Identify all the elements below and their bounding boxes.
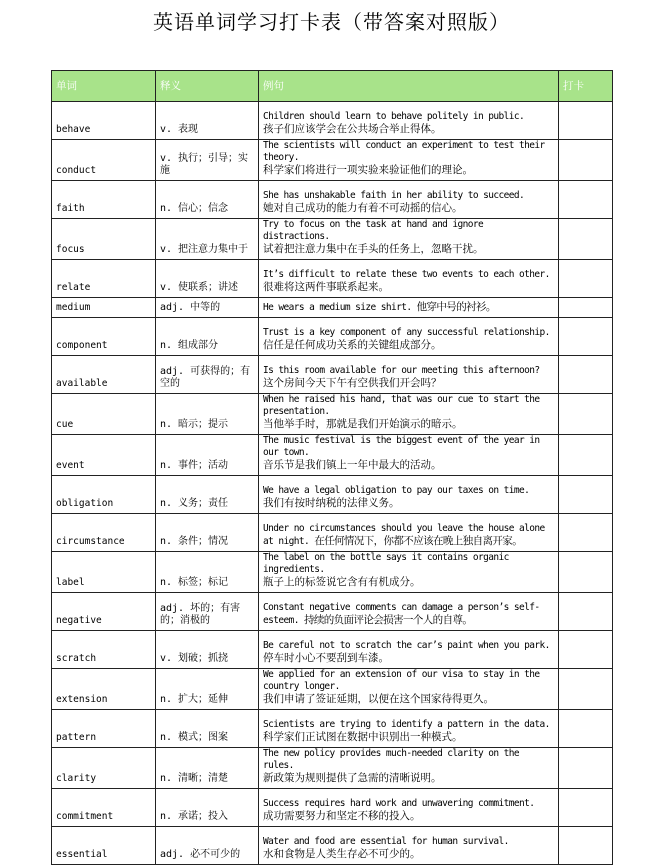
checkin-cell[interactable] [559,356,613,394]
example-zh: 成功需要努力和坚定不移的投入。 [263,810,421,822]
table-row [52,710,613,748]
table-row [52,669,613,710]
example-cell [259,318,559,356]
example-en: The label on the bottle says it contains organic ingredients. [263,552,509,575]
example-cell [259,298,559,318]
word-cell: label [52,552,156,593]
example-zh: 他穿中号的衬衫。 [416,301,496,313]
definition-cell: n. 信心；信念 [156,181,259,219]
example-zh: 停车时小心不要刮到车漆。 [263,652,389,664]
word-cell: extension [52,669,156,710]
example-zh: 这个房间今天下午有空供我们开会吗？ [263,377,442,389]
example-zh: 我们申请了签证延期，以便在这个国家待得更久。 [263,693,494,705]
table-row [52,298,613,318]
example-cell [259,181,559,219]
definition-cell: n. 条件；情况 [156,514,259,552]
checkin-cell[interactable] [559,318,613,356]
example-cell [259,394,559,435]
example-cell [259,102,559,140]
definition-cell: adj. 必不可少的 [156,827,259,865]
table-row [52,219,613,260]
table-row [52,356,613,394]
table-row [52,394,613,435]
example-en: She has unshakable faith in her ability to succeed. [263,190,525,201]
table-row [52,827,613,865]
example-zh: 科学家们正试图在数据中识别出一种模式。 [263,731,463,743]
example-zh: 持续的负面评论会损害一个人的自尊。 [303,614,473,626]
example-en: The music festival is the biggest event of the year in our town. [263,435,540,458]
page-title: 英语单词学习打卡表（带答案对照版） [153,10,510,34]
checkin-cell[interactable] [559,552,613,593]
word-cell: faith [52,181,156,219]
word-cell: focus [52,219,156,260]
definition-cell: v. 表现 [156,102,259,140]
example-zh: 音乐节是我们镇上一年中最大的活动。 [263,459,442,471]
example-en: Under no circumstances should you leave the house alone at night. 在任何情况下，你都不应该在晚上独自离开家。 [263,523,545,547]
word-cell: commitment [52,789,156,827]
example-cell [259,827,559,865]
example-cell [259,593,559,631]
example-en: We have a legal obligation to pay our taxes on time. [263,485,530,496]
checkin-cell[interactable] [559,748,613,789]
word-cell: essential [52,827,156,865]
word-cell: circumstance [52,514,156,552]
example-en: Try to focus on the task at hand and ignore distractions. [263,219,484,242]
word-cell: cue [52,394,156,435]
example-cell [259,476,559,514]
example-zh: 信任是任何成功关系的关键组成部分。 [263,339,442,351]
definition-cell: v. 使联系；讲述 [156,260,259,298]
example-cell [259,748,559,789]
vocabulary-table [51,70,613,865]
checkin-cell[interactable] [559,476,613,514]
table-row [52,631,613,669]
checkin-cell[interactable] [559,260,613,298]
word-cell: available [52,356,156,394]
example-zh: 她对自己成功的能力有着不可动摇的信心。 [263,202,463,214]
example-en: The scientists will conduct an experiment to test their theory. [263,140,545,163]
word-cell: component [52,318,156,356]
example-cell [259,140,559,181]
example-en: Is this room available for our meeting this afternoon? [263,365,540,376]
example-zh: 科学家们将进行一项实验来验证他们的理论。 [263,164,473,176]
word-cell: relate [52,260,156,298]
example-zh: 新政策为规则提供了急需的清晰说明。 [263,772,442,784]
example-en: It’s difficult to relate these two events to each other. [263,269,550,280]
example-zh: 在任何情况下，你都不应该在晚上独自离开家。 [314,535,523,547]
example-cell [259,552,559,593]
word-cell: pattern [52,710,156,748]
header-definition: 释义 [156,71,259,102]
example-zh: 我们有按时纳税的法律义务。 [263,497,400,509]
definition-cell: adj. 可获得的；有空的 [156,356,259,394]
example-en: Success requires hard work and unwavering commitment. [263,798,535,809]
example-cell [259,514,559,552]
example-cell [259,669,559,710]
checkin-cell[interactable] [559,140,613,181]
example-en: The new policy provides much-needed clarity on the rules. [263,748,519,771]
header-example: 例句 [259,71,559,102]
table-row [52,260,613,298]
header-checkin: 打卡 [559,71,613,102]
example-en: He wears a medium size shirt. 他穿中号的衬衫。 [263,301,496,313]
example-en: Be careful not to scratch the car’s paint when you park. [263,640,550,651]
definition-cell: n. 义务；责任 [156,476,259,514]
definition-cell: v. 把注意力集中于 [156,219,259,260]
checkin-cell[interactable] [559,181,613,219]
definition-cell: n. 扩大；延伸 [156,669,259,710]
word-cell: conduct [52,140,156,181]
example-cell [259,219,559,260]
header-word: 单词 [52,71,156,102]
checkin-cell[interactable] [559,789,613,827]
table-row [52,140,613,181]
example-en: Trust is a key component of any successful relationship. [263,327,550,338]
example-zh: 当他举手时，那就是我们开始演示的暗示。 [263,418,463,430]
checkin-cell[interactable] [559,669,613,710]
definition-cell: n. 组成部分 [156,318,259,356]
definition-cell: n. 清晰；清楚 [156,748,259,789]
word-cell: clarity [52,748,156,789]
checkin-cell[interactable] [559,102,613,140]
example-cell [259,435,559,476]
example-zh: 水和食物是人类生存必不可少的。 [263,848,421,860]
checkin-cell[interactable] [559,827,613,865]
checkin-cell[interactable] [559,435,613,476]
table-row [52,748,613,789]
word-cell: medium [52,298,156,318]
example-zh: 孩子们应该学会在公共场合举止得体。 [263,123,442,135]
table-row [52,435,613,476]
table-row [52,514,613,552]
word-cell: event [52,435,156,476]
definition-cell: adj. 中等的 [156,298,259,318]
example-en: We applied for an extension of our visa to stay in the country longer. [263,669,540,692]
definition-cell: n. 承诺；投入 [156,789,259,827]
table-row [52,102,613,140]
checkin-cell[interactable] [559,514,613,552]
word-cell: negative [52,593,156,631]
table-row [52,552,613,593]
checkin-cell[interactable] [559,593,613,631]
example-zh: 瓶子上的标签说它含有有机成分。 [263,576,421,588]
table-header-row [52,71,613,102]
definition-cell: n. 事件；活动 [156,435,259,476]
example-cell [259,260,559,298]
word-cell: scratch [52,631,156,669]
table-row [52,318,613,356]
example-zh: 试着把注意力集中在手头的任务上，忽略干扰。 [263,243,484,255]
example-cell [259,631,559,669]
checkin-cell[interactable] [559,631,613,669]
definition-cell: n. 标签；标记 [156,552,259,593]
table-row [52,789,613,827]
example-en: Children should learn to behave politely in public. [263,111,525,122]
checkin-cell[interactable] [559,298,613,318]
definition-cell: adj. 坏的；有害的；消极的 [156,593,259,631]
word-cell: obligation [52,476,156,514]
definition-cell: v. 划破；抓挠 [156,631,259,669]
table-row [52,181,613,219]
example-en: Constant negative comments can damage a person’s self-esteem. 持续的负面评论会损害一个人的自尊。 [263,602,540,626]
example-en: When he raised his hand, that was our cue to start the presentation. [263,394,540,417]
definition-cell: n. 暗示；提示 [156,394,259,435]
example-cell [259,356,559,394]
word-cell: behave [52,102,156,140]
definition-cell: n. 模式；图案 [156,710,259,748]
example-en: Water and food are essential for human survival. [263,836,509,847]
checkin-cell[interactable] [559,394,613,435]
example-cell [259,710,559,748]
table-row [52,593,613,631]
example-zh: 很难将这两件事联系起来。 [263,281,389,293]
example-cell [259,789,559,827]
table-row [52,476,613,514]
definition-cell: v. 执行；引导；实施 [156,140,259,181]
example-en: Scientists are trying to identify a pattern in the data. [263,719,550,730]
checkin-cell[interactable] [559,710,613,748]
checkin-cell[interactable] [559,219,613,260]
